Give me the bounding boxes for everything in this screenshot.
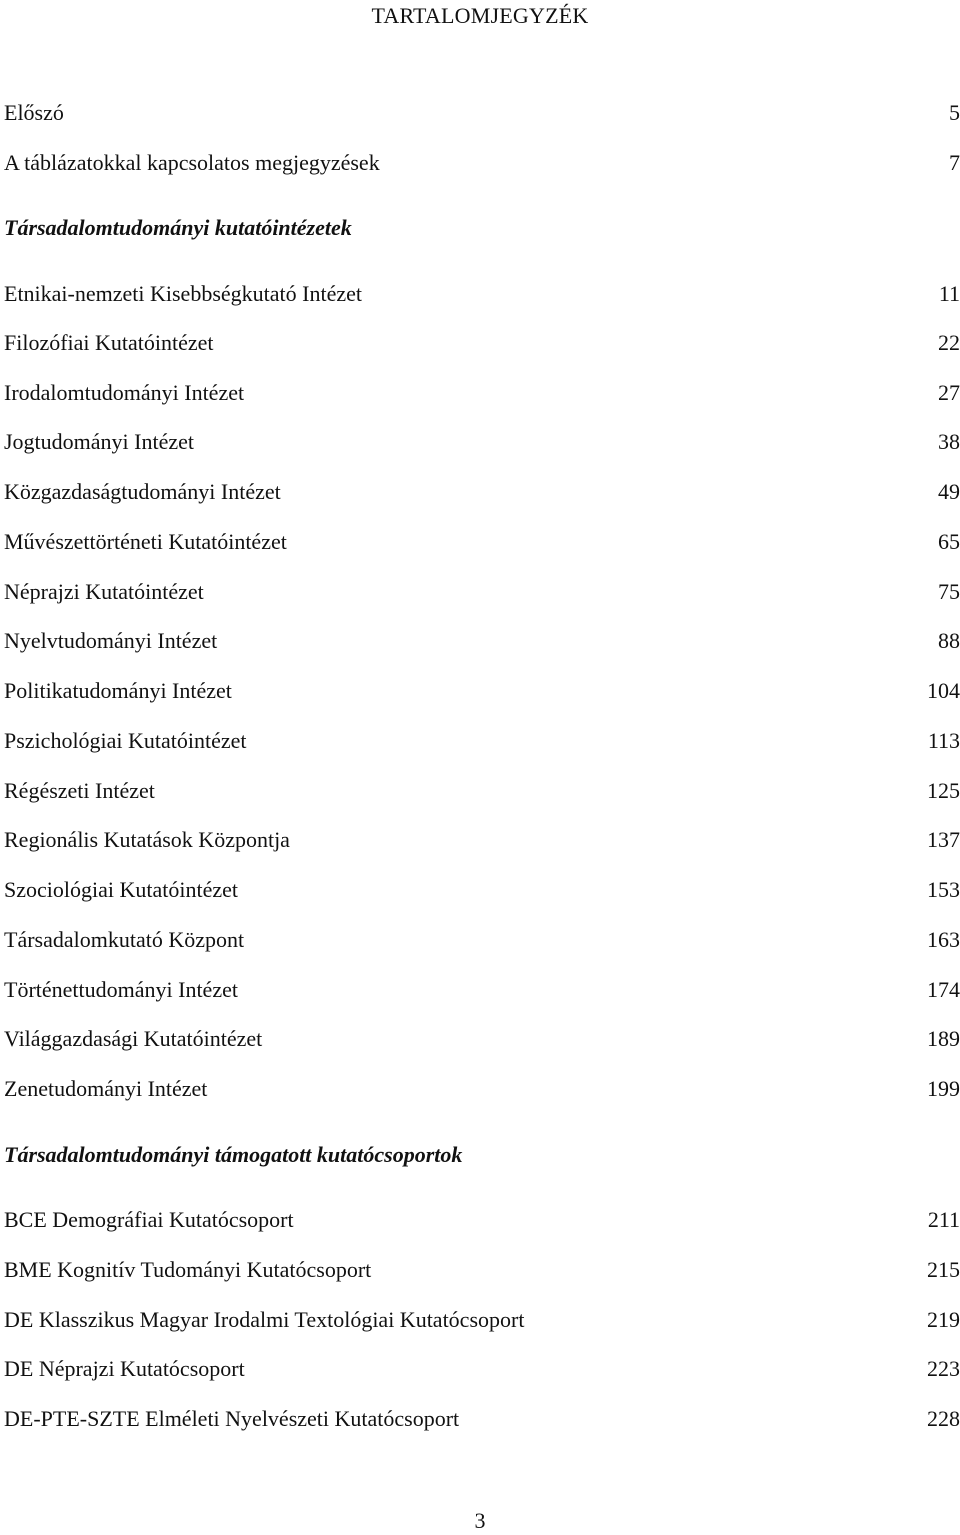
toc-entry-label: DE Klasszikus Magyar Irodalmi Textológiai Kutatócsoport: [4, 1307, 525, 1332]
toc-entry-page: 88: [938, 628, 960, 653]
toc-entry-page: 174: [927, 977, 960, 1002]
toc-entry-label: Világgazdasági Kutatóintézet: [4, 1026, 263, 1051]
toc-entry-label: Jogtudományi Intézet: [4, 429, 195, 454]
toc-entry-label: Közgazdaságtudományi Intézet: [4, 479, 281, 504]
toc-entry-label: DE Néprajzi Kutatócsoport: [4, 1356, 245, 1381]
toc-entry-page: 65: [938, 529, 960, 554]
toc-entry-page: 219: [927, 1307, 960, 1332]
toc-entry-label: BME Kognitív Tudományi Kutatócsoport: [4, 1257, 372, 1282]
toc-entry[interactable]: [4, 626, 960, 656]
toc-entry-label: Előszó: [4, 100, 64, 125]
toc-entry-label: Irodalomtudományi Intézet: [4, 380, 245, 405]
toc-entry[interactable]: [4, 1255, 960, 1285]
toc-entry[interactable]: [4, 676, 960, 706]
toc-entry-label: Politikatudományi Intézet: [4, 678, 232, 703]
toc-entry-page: 11: [938, 281, 960, 306]
toc-entry[interactable]: [4, 925, 960, 955]
toc-entry-foreword[interactable]: [4, 98, 960, 128]
section-heading-institutes: Társadalomtudományi kutatóintézetek: [4, 215, 352, 240]
toc-entry[interactable]: [4, 825, 960, 855]
toc-entry-label: Társadalomkutató Központ: [4, 927, 245, 952]
toc-entry-label: Regionális Kutatások Központja: [4, 827, 290, 852]
toc-entry-label: Szociológiai Kutatóintézet: [4, 877, 238, 902]
toc-entry[interactable]: [4, 875, 960, 905]
toc-entry-page: 137: [927, 827, 960, 852]
toc-entry[interactable]: [4, 1024, 960, 1054]
toc-entry[interactable]: [4, 477, 960, 507]
toc-entry[interactable]: [4, 527, 960, 557]
toc-entry[interactable]: [4, 1205, 960, 1235]
toc-entry[interactable]: [4, 726, 960, 756]
toc-entry[interactable]: [4, 975, 960, 1005]
toc-entry-label: Nyelvtudományi Intézet: [4, 628, 218, 653]
toc-entry-label: Művészettörténeti Kutatóintézet: [4, 529, 287, 554]
toc-entry-label: DE-PTE-SZTE Elméleti Nyelvészeti Kutatócsoport: [4, 1406, 460, 1431]
toc-entry-label: A táblázatokkal kapcsolatos megjegyzések: [4, 150, 380, 175]
toc-entry[interactable]: [4, 1305, 960, 1335]
toc-entry-page: 199: [927, 1076, 960, 1101]
toc-entry[interactable]: [4, 427, 960, 457]
toc-entry-page: 5: [949, 100, 960, 125]
toc-entry[interactable]: [4, 776, 960, 806]
toc-entry-label: Néprajzi Kutatóintézet: [4, 579, 204, 604]
toc-entry[interactable]: [4, 1354, 960, 1384]
toc-entry-label: Pszichológiai Kutatóintézet: [4, 728, 247, 753]
toc-entry-page: 49: [938, 479, 960, 504]
toc-entry-page: 153: [927, 877, 960, 902]
toc-entry-page: 75: [938, 579, 960, 604]
toc-entry[interactable]: [4, 577, 960, 607]
toc-entry-label: Történettudományi Intézet: [4, 977, 238, 1002]
toc-entry-label: Etnikai-nemzeti Kisebbségkutató Intézet: [4, 281, 362, 306]
toc-entry-label: Zenetudományi Intézet: [4, 1076, 208, 1101]
toc-entry-page: 125: [927, 778, 960, 803]
toc-title: TARTALOMJEGYZÉK: [371, 3, 589, 28]
toc-entry-label: BCE Demográfiai Kutatócsoport: [4, 1207, 294, 1232]
toc-entry[interactable]: [4, 328, 960, 358]
toc-entry[interactable]: [4, 1074, 960, 1104]
toc-entry-page: 223: [927, 1356, 960, 1381]
toc-entry-page: 228: [927, 1406, 960, 1431]
toc-entry-page: 215: [927, 1257, 960, 1282]
toc-entry-page: 22: [938, 330, 960, 355]
toc-entry-table-notes[interactable]: [4, 148, 960, 178]
toc-entry-label: Régészeti Intézet: [4, 778, 155, 803]
toc-entry-page: 27: [938, 380, 960, 405]
toc-entry-label: Filozófiai Kutatóintézet: [4, 330, 214, 355]
toc-entry-page: 7: [949, 150, 960, 175]
section-heading-research-groups: Társadalomtudományi támogatott kutatócsoportok: [4, 1142, 463, 1167]
toc-entry-page: 211: [927, 1207, 960, 1232]
toc-entry[interactable]: [4, 1404, 960, 1434]
toc-entry[interactable]: [4, 378, 960, 408]
toc-entry-page: 189: [927, 1026, 960, 1051]
toc-entry-page: 38: [938, 429, 960, 454]
page-number: 3: [474, 1508, 486, 1533]
toc-entry-page: 163: [927, 927, 960, 952]
toc-entry-page: 104: [927, 678, 960, 703]
toc-entry[interactable]: [4, 279, 960, 309]
toc-entry-page: 113: [927, 728, 960, 753]
